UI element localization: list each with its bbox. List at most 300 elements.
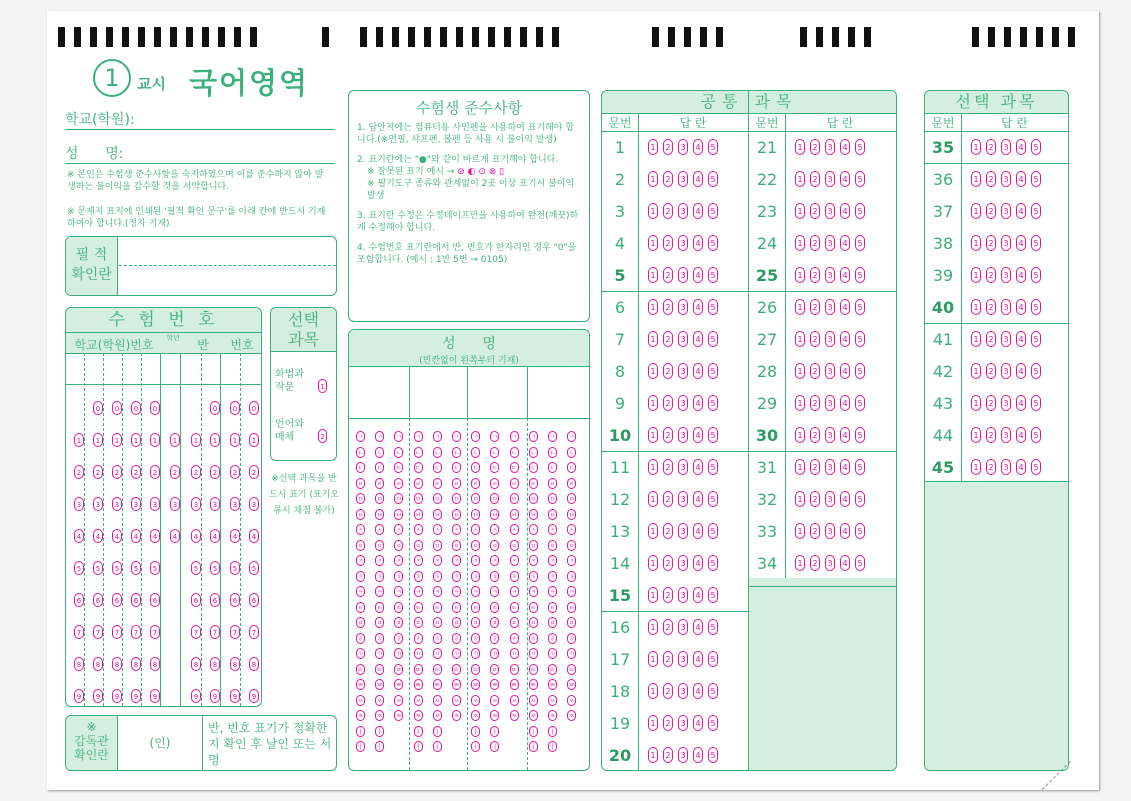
name-letter-bubble[interactable]: ㅋ bbox=[490, 586, 499, 597]
answer-choice-bubble[interactable]: 2 bbox=[663, 395, 673, 411]
answer-choice-bubble[interactable]: 4 bbox=[840, 459, 850, 475]
answer-choice-bubble[interactable]: 1 bbox=[648, 523, 658, 539]
answer-choice-bubble[interactable]: 2 bbox=[810, 523, 820, 539]
name-letter-bubble[interactable]: ㅊ bbox=[548, 571, 557, 582]
answer-choice-bubble[interactable]: 5 bbox=[1031, 139, 1041, 155]
exam-digit-bubble[interactable]: 3 bbox=[230, 497, 240, 511]
answer-choice-bubble[interactable]: 2 bbox=[986, 427, 996, 443]
answer-choice-bubble[interactable]: 4 bbox=[693, 363, 703, 379]
name-letter-bubble[interactable]: ㄷ bbox=[548, 462, 557, 473]
exam-digit-bubble[interactable]: 1 bbox=[249, 433, 259, 447]
name-letter-bubble[interactable]: ㅃ bbox=[471, 679, 480, 690]
name-letter-bubble[interactable]: ㅉ bbox=[452, 710, 461, 721]
exam-digit-bubble[interactable]: 4 bbox=[93, 529, 103, 543]
name-letter-bubble[interactable]: ㅍ bbox=[529, 617, 538, 628]
answer-choice-bubble[interactable]: 2 bbox=[986, 395, 996, 411]
name-letter-bubble[interactable]: ㄴ bbox=[452, 447, 461, 458]
name-letter-bubble[interactable]: ㅈ bbox=[567, 555, 576, 566]
answer-choice-bubble[interactable]: 3 bbox=[678, 651, 688, 667]
answer-choice-bubble[interactable]: 1 bbox=[971, 395, 981, 411]
name-letter-bubble[interactable]: ㅏ bbox=[490, 726, 499, 737]
name-letter-bubble[interactable]: ㄹ bbox=[567, 478, 576, 489]
exam-digit-bubble[interactable]: 7 bbox=[191, 625, 201, 639]
name-letter-bubble[interactable]: ㅉ bbox=[375, 710, 384, 721]
name-letter-bubble[interactable]: ㅅ bbox=[375, 524, 384, 535]
name-letter-bubble[interactable]: ㅍ bbox=[375, 617, 384, 628]
exam-digit-bubble[interactable]: 1 bbox=[112, 433, 122, 447]
answer-choice-bubble[interactable]: 2 bbox=[810, 235, 820, 251]
name-letter-bubble[interactable]: ㄷ bbox=[471, 462, 480, 473]
exam-digit-bubble[interactable]: 2 bbox=[131, 465, 141, 479]
name-letter-bubble[interactable]: ㅉ bbox=[490, 710, 499, 721]
answer-choice-bubble[interactable]: 5 bbox=[708, 491, 718, 507]
answer-choice-bubble[interactable]: 1 bbox=[971, 459, 981, 475]
exam-digit-bubble[interactable]: 4 bbox=[230, 529, 240, 543]
exam-digit-bubble[interactable]: 6 bbox=[249, 593, 259, 607]
name-letter-bubble[interactable]: ㄲ bbox=[471, 648, 480, 659]
name-letter-bubble[interactable]: ㄸ bbox=[548, 664, 557, 675]
answer-choice-bubble[interactable]: 5 bbox=[1031, 235, 1041, 251]
answer-choice-bubble[interactable]: 3 bbox=[678, 683, 688, 699]
name-letter-bubble[interactable]: ㅈ bbox=[529, 555, 538, 566]
name-letter-bubble[interactable]: ㅆ bbox=[414, 695, 423, 706]
name-letter-bubble[interactable]: ㅇ bbox=[414, 540, 423, 551]
name-letter-bubble[interactable]: ㅓ bbox=[529, 741, 538, 752]
name-letter-bubble[interactable]: ㄸ bbox=[529, 664, 538, 675]
name-letter-bubble[interactable]: ㅇ bbox=[529, 540, 538, 551]
answer-choice-bubble[interactable]: 2 bbox=[663, 139, 673, 155]
name-letter-bubble[interactable]: ㄸ bbox=[414, 664, 423, 675]
answer-choice-bubble[interactable]: 5 bbox=[708, 171, 718, 187]
answer-choice-bubble[interactable]: 5 bbox=[708, 651, 718, 667]
answer-choice-bubble[interactable]: 5 bbox=[855, 267, 865, 283]
answer-choice-bubble[interactable]: 4 bbox=[693, 523, 703, 539]
exam-digit-bubble[interactable]: 3 bbox=[150, 497, 160, 511]
name-letter-bubble[interactable]: ㅋ bbox=[375, 586, 384, 597]
name-letter-bubble[interactable]: ㄸ bbox=[375, 664, 384, 675]
answer-choice-bubble[interactable]: 1 bbox=[648, 395, 658, 411]
name-letter-bubble[interactable]: ㄴ bbox=[375, 447, 384, 458]
answer-choice-bubble[interactable]: 5 bbox=[708, 459, 718, 475]
name-letter-bubble[interactable]: ㅃ bbox=[452, 679, 461, 690]
exam-digit-bubble[interactable]: 0 bbox=[131, 401, 141, 415]
name-letter-bubble[interactable]: ㅉ bbox=[471, 710, 480, 721]
answer-choice-bubble[interactable]: 4 bbox=[1016, 139, 1026, 155]
exam-digit-bubble[interactable]: 1 bbox=[74, 433, 84, 447]
answer-choice-bubble[interactable]: 3 bbox=[825, 299, 835, 315]
exam-digit-bubble[interactable]: 8 bbox=[191, 657, 201, 671]
name-letter-bubble[interactable]: ㄱ bbox=[414, 431, 423, 442]
answer-choice-bubble[interactable]: 3 bbox=[1001, 139, 1011, 155]
name-letter-bubble[interactable]: ㅌ bbox=[375, 602, 384, 613]
select-option-2[interactable] bbox=[275, 418, 331, 444]
name-letter-bubble[interactable]: ㄸ bbox=[433, 664, 442, 675]
answer-choice-bubble[interactable]: 1 bbox=[795, 171, 805, 187]
answer-choice-bubble[interactable]: 5 bbox=[1031, 427, 1041, 443]
answer-choice-bubble[interactable]: 4 bbox=[693, 555, 703, 571]
answer-choice-bubble[interactable]: 4 bbox=[693, 331, 703, 347]
name-letter-bubble[interactable]: ㅋ bbox=[567, 586, 576, 597]
answer-choice-bubble[interactable]: 2 bbox=[663, 203, 673, 219]
answer-choice-bubble[interactable]: 2 bbox=[986, 459, 996, 475]
name-letter-bubble[interactable]: ㅋ bbox=[356, 586, 365, 597]
answer-choice-bubble[interactable]: 5 bbox=[708, 203, 718, 219]
answer-choice-bubble[interactable]: 5 bbox=[1031, 331, 1041, 347]
exam-digit-bubble[interactable]: 7 bbox=[230, 625, 240, 639]
answer-choice-bubble[interactable]: 5 bbox=[855, 555, 865, 571]
name-letter-bubble[interactable]: ㅆ bbox=[356, 695, 365, 706]
name-letter-bubble[interactable]: ㄱ bbox=[433, 431, 442, 442]
name-letter-bubble[interactable]: ㄱ bbox=[394, 431, 403, 442]
answer-choice-bubble[interactable]: 2 bbox=[986, 203, 996, 219]
name-letter-bubble[interactable]: ㅋ bbox=[414, 586, 423, 597]
answer-choice-bubble[interactable]: 3 bbox=[1001, 203, 1011, 219]
name-letter-bubble[interactable]: ㄴ bbox=[567, 447, 576, 458]
name-letter-bubble[interactable]: ㅆ bbox=[490, 695, 499, 706]
name-letter-bubble[interactable]: ㅉ bbox=[356, 710, 365, 721]
name-letter-bubble[interactable]: ㅇ bbox=[471, 540, 480, 551]
name-letter-bubble[interactable]: ㅁ bbox=[394, 493, 403, 504]
answer-choice-bubble[interactable]: 4 bbox=[840, 523, 850, 539]
answer-choice-bubble[interactable]: 3 bbox=[825, 427, 835, 443]
answer-choice-bubble[interactable]: 4 bbox=[1016, 331, 1026, 347]
answer-choice-bubble[interactable]: 3 bbox=[1001, 331, 1011, 347]
answer-choice-bubble[interactable]: 5 bbox=[708, 555, 718, 571]
name-letter-bubble[interactable]: ㅍ bbox=[394, 617, 403, 628]
answer-choice-bubble[interactable]: 3 bbox=[678, 203, 688, 219]
name-letter-bubble[interactable]: ㅆ bbox=[548, 695, 557, 706]
name-letter-bubble[interactable]: ㅎ bbox=[548, 633, 557, 644]
answer-choice-bubble[interactable]: 4 bbox=[693, 491, 703, 507]
answer-choice-bubble[interactable]: 4 bbox=[693, 747, 703, 763]
answer-choice-bubble[interactable]: 5 bbox=[708, 235, 718, 251]
exam-digit-bubble[interactable]: 5 bbox=[210, 561, 220, 575]
name-letter-bubble[interactable]: ㅃ bbox=[375, 679, 384, 690]
name-letter-bubble[interactable]: ㅈ bbox=[452, 555, 461, 566]
answer-choice-bubble[interactable]: 4 bbox=[840, 171, 850, 187]
name-letter-bubble[interactable]: ㅌ bbox=[567, 602, 576, 613]
exam-digit-bubble[interactable]: 5 bbox=[131, 561, 141, 575]
name-letter-bubble[interactable]: ㅆ bbox=[567, 695, 576, 706]
name-letter-bubble[interactable]: ㄴ bbox=[490, 447, 499, 458]
name-letter-bubble[interactable]: ㅌ bbox=[452, 602, 461, 613]
answer-choice-bubble[interactable]: 1 bbox=[795, 363, 805, 379]
name-letter-bubble[interactable]: ㅌ bbox=[471, 602, 480, 613]
exam-digit-bubble[interactable]: 9 bbox=[191, 689, 201, 703]
answer-choice-bubble[interactable]: 2 bbox=[986, 299, 996, 315]
name-letter-bubble[interactable]: ㅈ bbox=[548, 555, 557, 566]
name-letter-bubble[interactable]: ㅈ bbox=[490, 555, 499, 566]
answer-choice-bubble[interactable]: 5 bbox=[708, 619, 718, 635]
name-letter-bubble[interactable]: ㄸ bbox=[394, 664, 403, 675]
answer-choice-bubble[interactable]: 1 bbox=[971, 363, 981, 379]
answer-choice-bubble[interactable]: 1 bbox=[795, 331, 805, 347]
answer-choice-bubble[interactable]: 3 bbox=[678, 619, 688, 635]
answer-choice-bubble[interactable]: 1 bbox=[648, 267, 658, 283]
name-letter-bubble[interactable]: ㅂ bbox=[510, 509, 519, 520]
exam-digit-bubble[interactable]: 8 bbox=[112, 657, 122, 671]
exam-digit-bubble[interactable]: 4 bbox=[191, 529, 201, 543]
name-letter-bubble[interactable]: ㅍ bbox=[433, 617, 442, 628]
exam-digit-bubble[interactable]: 7 bbox=[210, 625, 220, 639]
answer-choice-bubble[interactable]: 3 bbox=[678, 587, 688, 603]
name-letter-bubble[interactable]: ㅃ bbox=[510, 679, 519, 690]
name-letter-bubble[interactable]: ㄹ bbox=[433, 478, 442, 489]
name-letter-bubble[interactable]: ㄱ bbox=[567, 431, 576, 442]
name-letter-bubble[interactable]: ㅅ bbox=[567, 524, 576, 535]
name-letter-bubble[interactable]: ㅅ bbox=[394, 524, 403, 535]
name-letter-bubble[interactable]: ㅁ bbox=[510, 493, 519, 504]
exam-digit-bubble[interactable]: 6 bbox=[131, 593, 141, 607]
answer-choice-bubble[interactable]: 1 bbox=[648, 555, 658, 571]
answer-choice-bubble[interactable]: 5 bbox=[708, 139, 718, 155]
answer-choice-bubble[interactable]: 4 bbox=[693, 139, 703, 155]
name-letter-bubble[interactable]: ㅌ bbox=[490, 602, 499, 613]
exam-digit-bubble[interactable]: 0 bbox=[93, 401, 103, 415]
name-letter-bubble[interactable]: ㅋ bbox=[510, 586, 519, 597]
name-letter-bubble[interactable]: ㅆ bbox=[471, 695, 480, 706]
name-letter-bubble[interactable]: ㄷ bbox=[490, 462, 499, 473]
answer-choice-bubble[interactable]: 2 bbox=[986, 363, 996, 379]
name-letter-bubble[interactable]: ㅇ bbox=[567, 540, 576, 551]
name-letter-bubble[interactable]: ㅃ bbox=[490, 679, 499, 690]
exam-digit-bubble[interactable]: 6 bbox=[230, 593, 240, 607]
answer-choice-bubble[interactable]: 5 bbox=[708, 427, 718, 443]
name-letter-bubble[interactable]: ㄹ bbox=[471, 478, 480, 489]
answer-choice-bubble[interactable]: 1 bbox=[971, 171, 981, 187]
name-letter-bubble[interactable]: ㄲ bbox=[433, 648, 442, 659]
answer-choice-bubble[interactable]: 1 bbox=[795, 523, 805, 539]
name-letter-bubble[interactable]: ㅊ bbox=[433, 571, 442, 582]
answer-choice-bubble[interactable]: 4 bbox=[1016, 171, 1026, 187]
exam-digit-bubble[interactable]: 3 bbox=[210, 497, 220, 511]
exam-digit-bubble[interactable]: 4 bbox=[150, 529, 160, 543]
answer-choice-bubble[interactable]: 2 bbox=[663, 555, 673, 571]
exam-digit-bubble[interactable]: 2 bbox=[93, 465, 103, 479]
answer-choice-bubble[interactable]: 1 bbox=[795, 459, 805, 475]
answer-choice-bubble[interactable]: 1 bbox=[648, 171, 658, 187]
select-option-1[interactable] bbox=[275, 368, 331, 394]
name-letter-bubble[interactable]: ㅂ bbox=[529, 509, 538, 520]
exam-digit-bubble[interactable]: 1 bbox=[150, 433, 160, 447]
answer-choice-bubble[interactable]: 2 bbox=[810, 267, 820, 283]
name-letter-bubble[interactable]: ㄹ bbox=[548, 478, 557, 489]
exam-digit-bubble[interactable]: 3 bbox=[112, 497, 122, 511]
exam-digit-bubble[interactable]: 3 bbox=[74, 497, 84, 511]
answer-choice-bubble[interactable]: 5 bbox=[855, 523, 865, 539]
answer-choice-bubble[interactable]: 3 bbox=[1001, 171, 1011, 187]
name-letter-bubble[interactable]: ㅁ bbox=[414, 493, 423, 504]
name-letter-bubble[interactable]: ㅁ bbox=[567, 493, 576, 504]
answer-choice-bubble[interactable]: 1 bbox=[648, 235, 658, 251]
answer-choice-bubble[interactable]: 3 bbox=[678, 235, 688, 251]
exam-digit-bubble[interactable]: 7 bbox=[93, 625, 103, 639]
exam-digit-bubble[interactable]: 0 bbox=[230, 401, 240, 415]
name-letter-bubble[interactable]: ㄹ bbox=[414, 478, 423, 489]
answer-choice-bubble[interactable]: 3 bbox=[678, 395, 688, 411]
answer-choice-bubble[interactable]: 1 bbox=[971, 427, 981, 443]
name-letter-bubble[interactable]: ㅇ bbox=[548, 540, 557, 551]
answer-choice-bubble[interactable]: 2 bbox=[663, 171, 673, 187]
select-option-1-bubble[interactable]: 1 bbox=[318, 379, 327, 393]
name-letter-bubble[interactable]: ㅁ bbox=[490, 493, 499, 504]
name-letter-bubble[interactable]: ㅉ bbox=[567, 710, 576, 721]
name-letter-bubble[interactable]: ㅓ bbox=[414, 741, 423, 752]
exam-digit-bubble[interactable]: 9 bbox=[93, 689, 103, 703]
name-letter-bubble[interactable]: ㅁ bbox=[433, 493, 442, 504]
answer-choice-bubble[interactable]: 5 bbox=[1031, 395, 1041, 411]
name-letter-bubble[interactable]: ㅁ bbox=[471, 493, 480, 504]
answer-choice-bubble[interactable]: 4 bbox=[693, 235, 703, 251]
name-letter-bubble[interactable]: ㅂ bbox=[394, 509, 403, 520]
name-letter-bubble[interactable]: ㅁ bbox=[529, 493, 538, 504]
answer-choice-bubble[interactable]: 1 bbox=[971, 203, 981, 219]
answer-choice-bubble[interactable]: 5 bbox=[855, 203, 865, 219]
name-letter-bubble[interactable]: ㅃ bbox=[548, 679, 557, 690]
name-letter-bubble[interactable]: ㅏ bbox=[414, 726, 423, 737]
name-letter-bubble[interactable]: ㅎ bbox=[452, 633, 461, 644]
answer-choice-bubble[interactable]: 2 bbox=[810, 427, 820, 443]
exam-digit-bubble[interactable]: 9 bbox=[249, 689, 259, 703]
name-letter-bubble[interactable]: ㄴ bbox=[548, 447, 557, 458]
answer-choice-bubble[interactable]: 2 bbox=[810, 459, 820, 475]
name-letter-bubble[interactable]: ㄷ bbox=[510, 462, 519, 473]
answer-choice-bubble[interactable]: 3 bbox=[825, 363, 835, 379]
answer-choice-bubble[interactable]: 5 bbox=[855, 299, 865, 315]
name-letter-bubble[interactable]: ㅉ bbox=[510, 710, 519, 721]
answer-choice-bubble[interactable]: 2 bbox=[810, 395, 820, 411]
answer-choice-bubble[interactable]: 1 bbox=[795, 555, 805, 571]
answer-choice-bubble[interactable]: 3 bbox=[825, 523, 835, 539]
name-letter-bubble[interactable]: ㅊ bbox=[567, 571, 576, 582]
exam-digit-bubble[interactable]: 3 bbox=[170, 497, 180, 511]
answer-choice-bubble[interactable]: 3 bbox=[1001, 267, 1011, 283]
exam-digit-bubble[interactable]: 6 bbox=[93, 593, 103, 607]
answer-choice-bubble[interactable]: 5 bbox=[855, 459, 865, 475]
name-letter-bubble[interactable]: ㅋ bbox=[471, 586, 480, 597]
answer-choice-bubble[interactable]: 5 bbox=[708, 267, 718, 283]
name-letter-bubble[interactable]: ㄲ bbox=[490, 648, 499, 659]
answer-choice-bubble[interactable]: 1 bbox=[795, 427, 805, 443]
exam-digit-bubble[interactable]: 2 bbox=[230, 465, 240, 479]
name-letter-bubble[interactable]: ㅂ bbox=[471, 509, 480, 520]
name-letter-bubble[interactable]: ㅌ bbox=[510, 602, 519, 613]
name-letter-bubble[interactable]: ㄴ bbox=[471, 447, 480, 458]
answer-choice-bubble[interactable]: 3 bbox=[825, 459, 835, 475]
name-letter-bubble[interactable]: ㅁ bbox=[452, 493, 461, 504]
answer-choice-bubble[interactable]: 4 bbox=[840, 363, 850, 379]
name-letter-bubble[interactable]: ㅊ bbox=[471, 571, 480, 582]
name-letter-bubble[interactable]: ㄷ bbox=[529, 462, 538, 473]
name-letter-bubble[interactable]: ㄷ bbox=[452, 462, 461, 473]
name-letter-bubble[interactable]: ㅃ bbox=[529, 679, 538, 690]
answer-choice-bubble[interactable]: 2 bbox=[986, 139, 996, 155]
answer-choice-bubble[interactable]: 2 bbox=[986, 331, 996, 347]
answer-choice-bubble[interactable]: 1 bbox=[971, 299, 981, 315]
answer-choice-bubble[interactable]: 3 bbox=[825, 171, 835, 187]
answer-choice-bubble[interactable]: 3 bbox=[678, 459, 688, 475]
answer-choice-bubble[interactable]: 4 bbox=[840, 203, 850, 219]
answer-choice-bubble[interactable]: 3 bbox=[1001, 427, 1011, 443]
answer-choice-bubble[interactable]: 2 bbox=[663, 491, 673, 507]
answer-choice-bubble[interactable]: 2 bbox=[986, 235, 996, 251]
exam-digit-bubble[interactable]: 8 bbox=[150, 657, 160, 671]
name-letter-bubble[interactable]: ㅁ bbox=[356, 493, 365, 504]
answer-choice-bubble[interactable]: 4 bbox=[693, 587, 703, 603]
answer-choice-bubble[interactable]: 3 bbox=[678, 715, 688, 731]
answer-choice-bubble[interactable]: 3 bbox=[1001, 395, 1011, 411]
answer-choice-bubble[interactable]: 5 bbox=[708, 683, 718, 699]
name-letter-bubble[interactable]: ㅓ bbox=[356, 741, 365, 752]
answer-choice-bubble[interactable]: 5 bbox=[855, 171, 865, 187]
exam-digit-bubble[interactable]: 1 bbox=[210, 433, 220, 447]
name-letter-bubble[interactable]: ㅂ bbox=[452, 509, 461, 520]
name-letter-bubble[interactable]: ㅎ bbox=[375, 633, 384, 644]
name-letter-bubble[interactable]: ㅏ bbox=[433, 726, 442, 737]
answer-choice-bubble[interactable]: 3 bbox=[825, 267, 835, 283]
answer-choice-bubble[interactable]: 1 bbox=[648, 363, 658, 379]
exam-digit-bubble[interactable]: 6 bbox=[191, 593, 201, 607]
name-letter-bubble[interactable]: ㄹ bbox=[394, 478, 403, 489]
name-letter-bubble[interactable]: ㅉ bbox=[529, 710, 538, 721]
answer-choice-bubble[interactable]: 5 bbox=[1031, 459, 1041, 475]
name-letter-bubble[interactable]: ㅍ bbox=[490, 617, 499, 628]
exam-digit-bubble[interactable]: 2 bbox=[210, 465, 220, 479]
answer-choice-bubble[interactable]: 1 bbox=[971, 331, 981, 347]
exam-digit-bubble[interactable]: 0 bbox=[210, 401, 220, 415]
name-letter-bubble[interactable]: ㅂ bbox=[490, 509, 499, 520]
answer-choice-bubble[interactable]: 3 bbox=[678, 267, 688, 283]
answer-choice-bubble[interactable]: 5 bbox=[708, 747, 718, 763]
answer-choice-bubble[interactable]: 4 bbox=[693, 715, 703, 731]
exam-digit-bubble[interactable]: 3 bbox=[131, 497, 141, 511]
name-letter-bubble[interactable]: ㅏ bbox=[471, 726, 480, 737]
name-letter-bubble[interactable]: ㅆ bbox=[394, 695, 403, 706]
answer-choice-bubble[interactable]: 1 bbox=[648, 619, 658, 635]
name-letter-bubble[interactable]: ㅎ bbox=[529, 633, 538, 644]
exam-digit-bubble[interactable]: 9 bbox=[150, 689, 160, 703]
answer-choice-bubble[interactable]: 4 bbox=[840, 235, 850, 251]
name-letter-bubble[interactable]: ㅓ bbox=[471, 741, 480, 752]
name-letter-bubble[interactable]: ㅆ bbox=[529, 695, 538, 706]
name-field[interactable] bbox=[65, 143, 335, 164]
answer-choice-bubble[interactable]: 4 bbox=[1016, 427, 1026, 443]
name-letter-bubble[interactable]: ㅎ bbox=[394, 633, 403, 644]
answer-choice-bubble[interactable]: 1 bbox=[648, 203, 658, 219]
answer-choice-bubble[interactable]: 3 bbox=[678, 555, 688, 571]
answer-choice-bubble[interactable]: 1 bbox=[648, 331, 658, 347]
name-letter-bubble[interactable]: ㅈ bbox=[433, 555, 442, 566]
name-letter-bubble[interactable]: ㅅ bbox=[356, 524, 365, 535]
answer-choice-bubble[interactable]: 1 bbox=[648, 747, 658, 763]
answer-choice-bubble[interactable]: 3 bbox=[1001, 459, 1011, 475]
exam-digit-bubble[interactable]: 9 bbox=[74, 689, 84, 703]
name-letter-bubble[interactable]: ㅓ bbox=[548, 741, 557, 752]
name-letter-bubble[interactable]: ㅊ bbox=[452, 571, 461, 582]
answer-choice-bubble[interactable]: 5 bbox=[1031, 267, 1041, 283]
answer-choice-bubble[interactable]: 4 bbox=[840, 427, 850, 443]
name-letter-bubble[interactable]: ㅎ bbox=[567, 633, 576, 644]
exam-digit-bubble[interactable]: 7 bbox=[112, 625, 122, 639]
exam-digit-bubble[interactable]: 4 bbox=[170, 529, 180, 543]
name-letter-bubble[interactable]: ㅎ bbox=[471, 633, 480, 644]
school-field[interactable] bbox=[65, 109, 335, 130]
answer-choice-bubble[interactable]: 5 bbox=[855, 363, 865, 379]
name-letter-bubble[interactable]: ㅋ bbox=[433, 586, 442, 597]
name-letter-bubble[interactable]: ㄴ bbox=[433, 447, 442, 458]
answer-choice-bubble[interactable]: 5 bbox=[708, 715, 718, 731]
answer-choice-bubble[interactable]: 4 bbox=[693, 203, 703, 219]
